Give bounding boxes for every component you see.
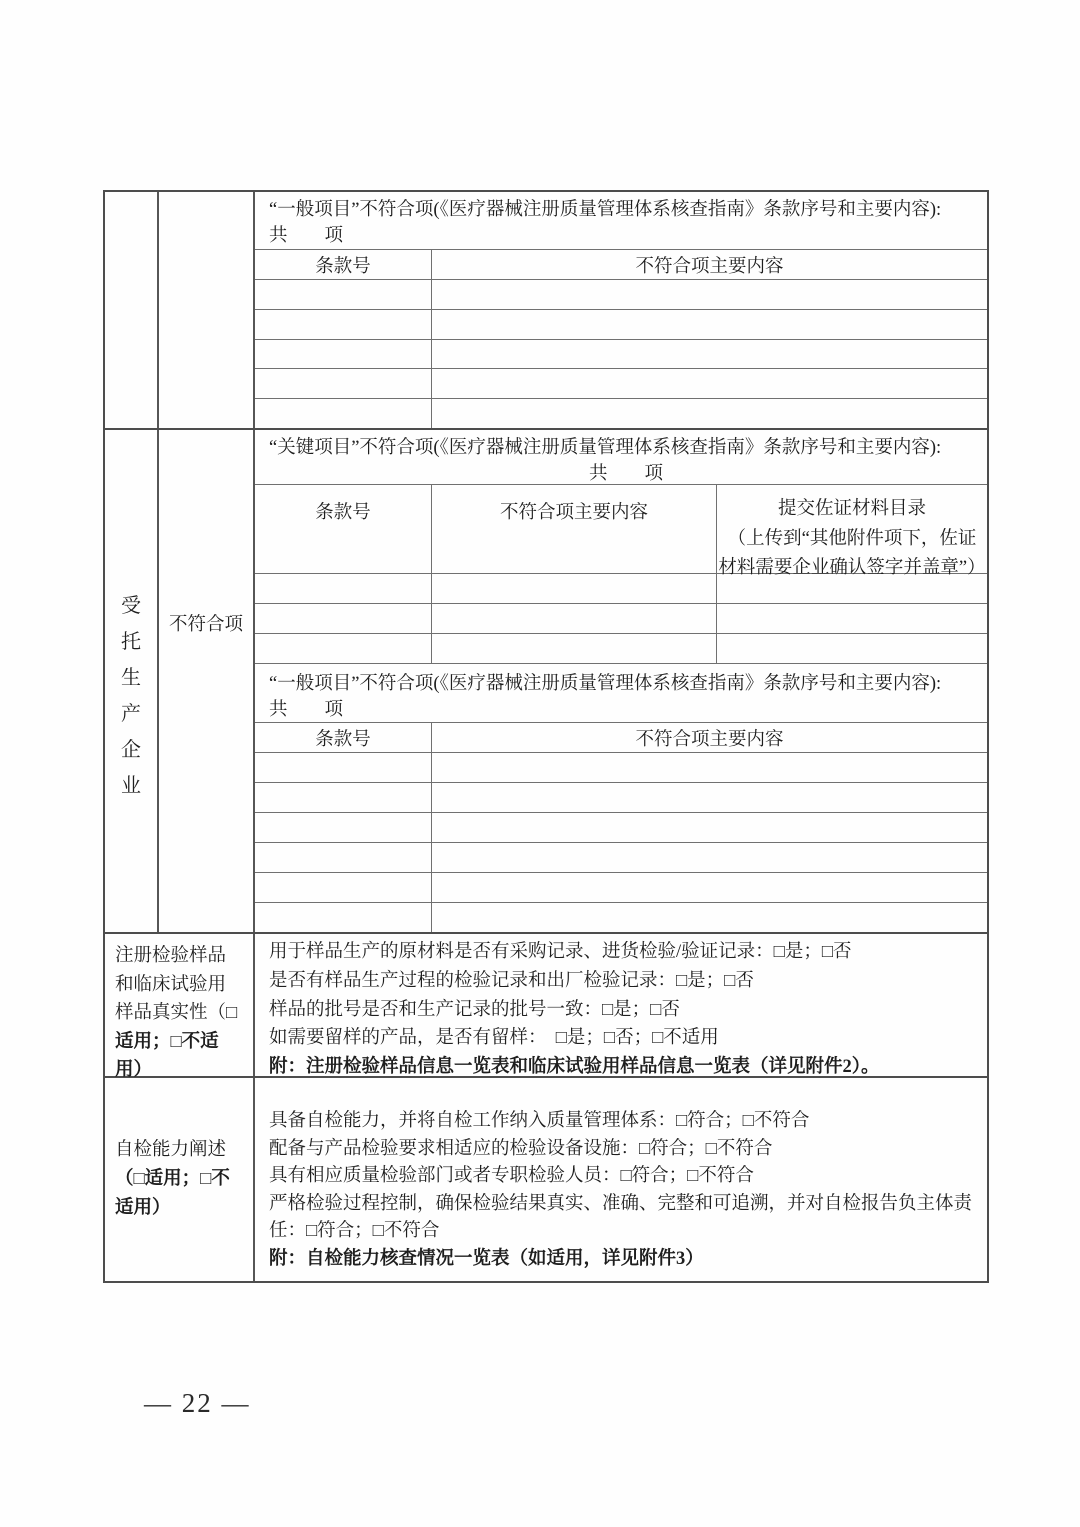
main-content-header: 不符合项主要内容 (635, 729, 784, 750)
general-items-title (255, 664, 987, 722)
section-sample-authenticity (105, 934, 987, 1078)
attachment-note: 附：注册检验样品信息一览表和临床试验用样品信息一览表（详见附件2）。 (269, 1057, 880, 1078)
table-row (255, 604, 987, 634)
checklist-line: 如需要留样的产品，是否有留样： □是；□否；□不适用 (269, 1028, 719, 1049)
table-row (255, 634, 987, 663)
label-line: 适用） (115, 1197, 171, 1218)
sample-authenticity-label (105, 934, 255, 1080)
table-row (255, 574, 987, 604)
entrusted-enterprise-label: 受托生产企业 (121, 595, 141, 797)
label-line: 注册检验样品 (115, 946, 227, 966)
label-line: 适用；□不适 (115, 1031, 219, 1052)
evidence-header-line: （上传到“其他附件项下，佐证 (727, 528, 977, 549)
self-inspection-label (105, 1078, 255, 1281)
sample-authenticity-content (255, 934, 987, 1076)
table-row (255, 813, 987, 843)
evidence-header-line: 提交佐证材料目录 (777, 499, 926, 519)
general-items-title (255, 192, 987, 249)
table-row (255, 753, 987, 783)
label-line: 和临床试验用 (115, 974, 227, 995)
key-items-header-row (255, 484, 987, 578)
nonconformity-label-cell (159, 430, 255, 932)
general-items-count-line: 共 项 (269, 700, 344, 720)
entrusted-general-items-block (255, 664, 987, 932)
clause-no-header: 条款号 (255, 723, 432, 752)
checklist-line: 具备自检能力，并将自检工作纳入质量管理体系：□符合；□不符合 (269, 1111, 810, 1131)
entrusted-enterprise-label-cell (105, 430, 159, 932)
section-continuation (105, 192, 987, 430)
table-row (255, 783, 987, 813)
table-row (255, 280, 987, 310)
key-items-title (255, 430, 987, 484)
checklist-line: 任：□符合；□不符合 (269, 1221, 440, 1242)
entrusted-nonconformity-block (255, 430, 987, 932)
checklist-line: 配备与产品检验要求相适应的检验设备设施：□符合；□不符合 (269, 1138, 773, 1159)
label-line: （□适用；□不 (115, 1169, 230, 1190)
page-number: — 22 — (144, 1388, 251, 1418)
evidence-header-line: 材料需要企业确认签字并盖章”） (718, 558, 986, 578)
checklist-line: 样品的批号是否和生产记录的批号一致：□是；□否 (269, 999, 680, 1020)
continuation-empty-cell-1 (105, 192, 159, 428)
checklist-line: 严格检验过程控制，确保检验结果真实、准确、完整和可追溯，并对自检报告负主体责 (269, 1193, 973, 1214)
general-items-count-line: 共 项 (269, 226, 344, 246)
label-line: 样品真实性（□ (115, 1003, 238, 1023)
checklist-line: 是否有样品生产过程的检验记录和出厂检验记录：□是；□否 (269, 970, 754, 991)
label-line: 用） (115, 1060, 153, 1080)
main-content-header: 不符合项主要内容 (432, 485, 717, 573)
key-items-block (255, 430, 987, 664)
label-line: 自检能力阐述 (115, 1140, 227, 1161)
checklist-line: 具有相应质量检验部门或者专职检验人员：□符合；□不符合 (269, 1166, 754, 1187)
main-content-header: 不符合项主要内容 (635, 256, 784, 277)
general-items-header-row (255, 249, 987, 280)
evidence-directory-header (717, 485, 987, 578)
checklist-line: 用于样品生产的原材料是否有采购记录、进货检验/验证记录：□是；□否 (269, 942, 852, 962)
key-items-count-line: 共 项 (588, 464, 663, 484)
section-self-inspection (105, 1078, 987, 1281)
continuation-empty-cell-2 (159, 192, 255, 428)
audit-form-table (103, 190, 989, 1283)
general-items-header-row (255, 722, 987, 753)
self-inspection-content (255, 1078, 987, 1281)
table-row (255, 369, 987, 399)
general-items-title-line: “一般项目”不符合项(《医疗器械注册质量管理体系核查指南》条款序号和主要内容): (269, 674, 942, 694)
continuation-general-items-block (255, 192, 987, 428)
general-items-empty-rows (255, 280, 987, 428)
attachment-note: 附：自检能力核查情况一览表（如适用，详见附件3） (269, 1248, 704, 1269)
key-items-title-line: “关键项目”不符合项(《医疗器械注册质量管理体系核查指南》条款序号和主要内容): (269, 438, 942, 458)
table-row (255, 399, 987, 428)
clause-no-header: 条款号 (255, 250, 432, 279)
general-items-empty-rows (255, 753, 987, 932)
table-row (255, 340, 987, 370)
nonconformity-label: 不符合项 (168, 615, 243, 635)
table-row (255, 310, 987, 340)
clause-no-header: 条款号 (255, 485, 432, 573)
key-items-empty-rows (255, 574, 987, 663)
general-items-title-line: “一般项目”不符合项(《医疗器械注册质量管理体系核查指南》条款序号和主要内容): (269, 200, 942, 220)
table-row (255, 843, 987, 873)
table-row (255, 873, 987, 903)
table-row (255, 903, 987, 932)
section-entrusted-enterprise (105, 430, 987, 934)
